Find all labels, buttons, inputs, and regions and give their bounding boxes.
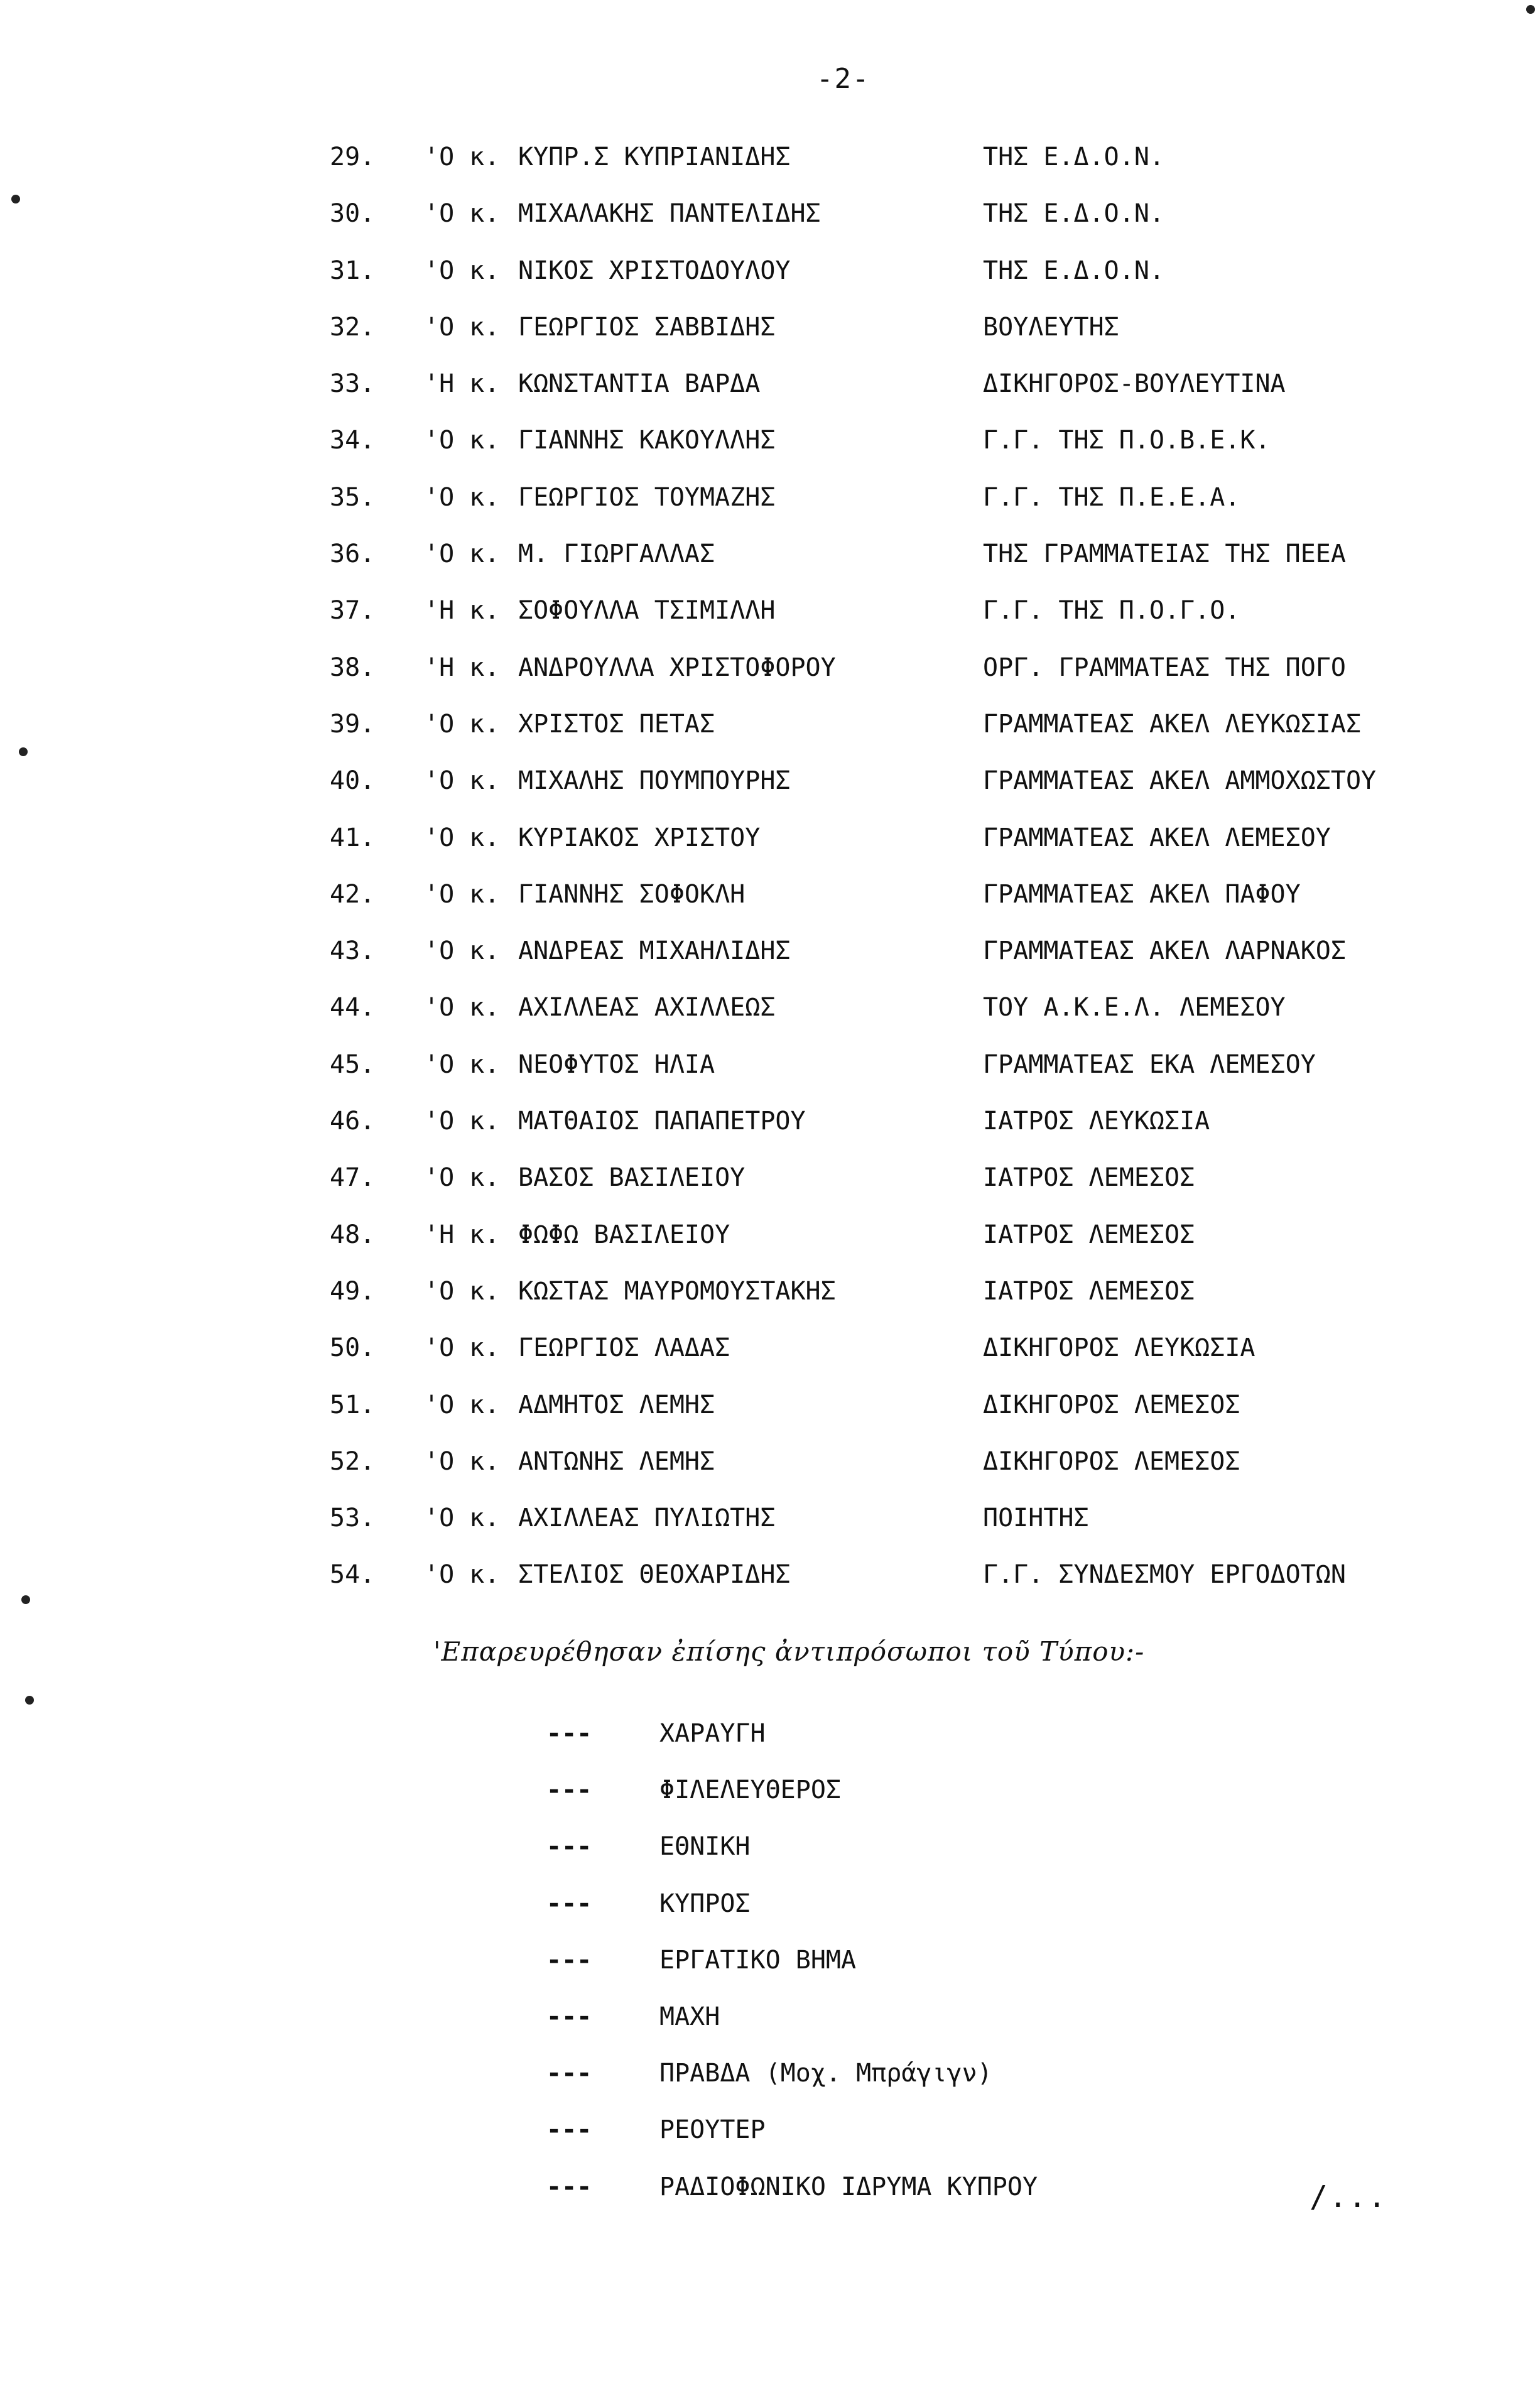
attendee-row bbox=[330, 299, 1460, 355]
attendee-number: 45. bbox=[330, 1049, 376, 1079]
attendee-role: ΤΗΣ Ε.Δ.Ο.Ν. bbox=[983, 143, 1164, 171]
attendee-row bbox=[330, 1036, 1460, 1093]
press-dash: --- bbox=[546, 2002, 592, 2031]
attendee-number: 46. bbox=[330, 1107, 376, 1136]
attendee-name: Μ. ΓΙΩΡΓΑΛΛΑΣ bbox=[518, 540, 715, 569]
attendee-number: 47. bbox=[330, 1163, 376, 1193]
attendee-name: ΓΙΑΝΝΗΣ ΚΑΚΟΥΛΛΗΣ bbox=[518, 426, 776, 455]
scan-speck bbox=[21, 1595, 30, 1604]
press-outlet-name: ΚΥΠΡΟΣ bbox=[659, 1889, 751, 1918]
attendee-title: 'Η κ. bbox=[424, 1220, 500, 1249]
attendee-role: ΓΡΑΜΜΑΤΕΑΣ ΕΚΑ ΛΕΜΕΣΟΥ bbox=[983, 1049, 1316, 1079]
attendee-role: ΤΗΣ Ε.Δ.Ο.Ν. bbox=[983, 199, 1164, 229]
attendee-number: 39. bbox=[330, 709, 376, 739]
attendee-title: 'Ο κ. bbox=[424, 823, 500, 852]
press-dash: --- bbox=[546, 1832, 592, 1862]
attendee-row bbox=[330, 1433, 1460, 1490]
attendee-name: ΣΤΕΛΙΟΣ ΘΕΟΧΑΡΙΔΗΣ bbox=[518, 1560, 791, 1590]
attendee-number: 30. bbox=[330, 199, 376, 229]
attendee-number: 40. bbox=[330, 766, 376, 796]
attendee-number: 42. bbox=[330, 879, 376, 909]
attendee-number: 50. bbox=[330, 1333, 376, 1363]
press-outlet-name: ΕΘΝΙΚΗ bbox=[659, 1832, 751, 1862]
attendee-name: ΚΥΡΙΑΚΟΣ ΧΡΙΣΤΟΥ bbox=[518, 823, 761, 852]
attendee-role: ΙΑΤΡΟΣ ΛΕΜΕΣΟΣ bbox=[983, 1163, 1195, 1193]
attendee-row bbox=[330, 582, 1460, 639]
press-outlet-name: ΠΡΑΒΔΑ (Μοχ. Μπράγιγν) bbox=[659, 2059, 992, 2088]
continuation-mark: /... bbox=[1310, 2179, 1387, 2215]
attendee-role: ΓΡΑΜΜΑΤΕΑΣ ΑΚΕΛ ΠΑΦΟΥ bbox=[983, 879, 1301, 909]
attendee-row bbox=[330, 1490, 1460, 1546]
attendee-name: ΑΧΙΛΛΕΑΣ ΠΥΛΙΩΤΗΣ bbox=[518, 1504, 776, 1533]
attendee-number: 34. bbox=[330, 426, 376, 455]
attendee-number: 41. bbox=[330, 823, 376, 852]
attendee-name: ΚΩΣΤΑΣ ΜΑΥΡΟΜΟΥΣΤΑΚΗΣ bbox=[518, 1276, 836, 1306]
attendee-title: 'Ο κ. bbox=[424, 143, 500, 171]
attendee-row bbox=[330, 752, 1460, 809]
press-outlet-item bbox=[546, 1762, 1237, 1818]
attendee-title: 'Ο κ. bbox=[424, 199, 500, 229]
press-outlet-name: ΡΕΟΥΤΕΡ bbox=[659, 2115, 766, 2145]
attendee-name: ΑΝΔΡΟΥΛΛΑ ΧΡΙΣΤΟΦΟΡΟΥ bbox=[518, 653, 836, 682]
attendee-role: ΙΑΤΡΟΣ ΛΕΥΚΩΣΙΑ bbox=[983, 1107, 1210, 1136]
attendee-role: Γ.Γ. ΤΗΣ Π.Ο.Γ.Ο. bbox=[983, 596, 1240, 626]
attendee-row bbox=[330, 1149, 1460, 1206]
attendee-role: ΔΙΚΗΓΟΡΟΣ-ΒΟΥΛΕΥΤΙΝΑ bbox=[983, 369, 1286, 399]
attendee-role: ΠΟΙΗΤΗΣ bbox=[983, 1504, 1089, 1533]
attendee-role: ΔΙΚΗΓΟΡΟΣ ΛΕΥΚΩΣΙΑ bbox=[983, 1333, 1255, 1363]
attendee-number: 37. bbox=[330, 596, 376, 626]
attendee-name: ΓΕΩΡΓΙΟΣ ΤΟΥΜΑΖΗΣ bbox=[518, 482, 776, 512]
attendee-number: 32. bbox=[330, 312, 376, 342]
press-outlet-name: ΕΡΓΑΤΙΚΟ ΒΗΜΑ bbox=[659, 1945, 857, 1975]
attendee-number: 48. bbox=[330, 1220, 376, 1249]
attendee-number: 49. bbox=[330, 1276, 376, 1306]
attendee-number: 35. bbox=[330, 482, 376, 512]
attendee-row bbox=[330, 923, 1460, 979]
press-dash: --- bbox=[546, 2172, 592, 2201]
attendee-name: ΚΩΝΣΤΑΝΤΙΑ ΒΑΡΔΑ bbox=[518, 369, 761, 399]
attendee-title: 'Ο κ. bbox=[424, 1276, 500, 1306]
attendee-number: 38. bbox=[330, 653, 376, 682]
press-dash: --- bbox=[546, 2059, 592, 2088]
attendee-title: 'Ο κ. bbox=[424, 1107, 500, 1136]
attendee-title: 'Ο κ. bbox=[424, 1504, 500, 1533]
attendee-name: ΧΡΙΣΤΟΣ ΠΕΤΑΣ bbox=[518, 709, 715, 739]
press-outlet-name: ΜΑΧΗ bbox=[659, 2002, 720, 2031]
attendee-row bbox=[330, 412, 1460, 469]
press-outlet-item bbox=[546, 2045, 1237, 2102]
press-outlet-item bbox=[546, 1875, 1237, 1932]
scan-speck bbox=[1526, 5, 1535, 14]
press-outlet-item bbox=[546, 2102, 1237, 2158]
attendee-row bbox=[330, 1377, 1460, 1433]
attendee-name: ΑΔΜΗΤΟΣ ΛΕΜΗΣ bbox=[518, 1390, 715, 1419]
attendee-number: 51. bbox=[330, 1390, 376, 1419]
attendee-row bbox=[330, 1546, 1460, 1603]
attendee-row bbox=[330, 639, 1460, 696]
attendee-name: ΑΝΤΩΝΗΣ ΛΕΜΗΣ bbox=[518, 1446, 715, 1476]
attendee-role: ΓΡΑΜΜΑΤΕΑΣ ΑΚΕΛ ΛΕΥΚΩΣΙΑΣ bbox=[983, 709, 1362, 739]
attendee-name: ΓΙΑΝΝΗΣ ΣΟΦΟΚΛΗ bbox=[518, 879, 746, 909]
attendee-name: ΣΟΦΟΥΛΛΑ ΤΣΙΜΙΛΛΗ bbox=[518, 596, 776, 626]
scan-speck bbox=[11, 195, 20, 203]
attendee-name: ΜΙΧΑΛΑΚΗΣ ΠΑΝΤΕΛΙΔΗΣ bbox=[518, 199, 821, 229]
attendee-title: 'Ο κ. bbox=[424, 312, 500, 342]
attendee-title: 'Ο κ. bbox=[424, 1049, 500, 1079]
attendee-role: ΔΙΚΗΓΟΡΟΣ ΛΕΜΕΣΟΣ bbox=[983, 1446, 1240, 1476]
attendee-title: 'Ο κ. bbox=[424, 879, 500, 909]
press-dash: --- bbox=[546, 1945, 592, 1975]
attendee-role: Γ.Γ. ΣΥΝΔΕΣΜΟΥ ΕΡΓΟΔΟΤΩΝ bbox=[983, 1560, 1346, 1590]
attendee-row bbox=[330, 526, 1460, 582]
attendee-number: 31. bbox=[330, 256, 376, 285]
attendee-row bbox=[330, 242, 1460, 299]
attendee-name: ΝΕΟΦΥΤΟΣ ΗΛΙΑ bbox=[518, 1049, 715, 1079]
attendee-row bbox=[330, 185, 1460, 242]
attendee-title: 'Η κ. bbox=[424, 369, 500, 399]
attendee-row bbox=[330, 1093, 1460, 1149]
scan-speck bbox=[19, 747, 28, 756]
attendee-role: ΤΗΣ Ε.Δ.Ο.Ν. bbox=[983, 256, 1164, 285]
attendee-name: ΑΧΙΛΛΕΑΣ ΑΧΙΛΛΕΩΣ bbox=[518, 993, 776, 1022]
attendee-number: 53. bbox=[330, 1504, 376, 1533]
attendee-number: 33. bbox=[330, 369, 376, 399]
attendee-role: ΒΟΥΛΕΥΤΗΣ bbox=[983, 312, 1119, 342]
press-outlet-list bbox=[546, 1705, 1237, 2215]
attendee-role: ΓΡΑΜΜΑΤΕΑΣ ΑΚΕΛ ΛΕΜΕΣΟΥ bbox=[983, 823, 1331, 852]
attendee-name: ΑΝΔΡΕΑΣ ΜΙΧΑΗΛΙΔΗΣ bbox=[518, 936, 791, 966]
attendee-row bbox=[330, 129, 1460, 185]
attendee-title: 'Ο κ. bbox=[424, 1390, 500, 1419]
attendee-role: ΓΡΑΜΜΑΤΕΑΣ ΑΚΕΛ ΛΑΡΝΑΚΟΣ bbox=[983, 936, 1346, 966]
attendee-role: ΙΑΤΡΟΣ ΛΕΜΕΣΟΣ bbox=[983, 1220, 1195, 1249]
attendee-row bbox=[330, 696, 1460, 752]
attendee-row bbox=[330, 1320, 1460, 1376]
attendee-role: Γ.Γ. ΤΗΣ Π.Ε.Ε.Α. bbox=[983, 482, 1240, 512]
press-outlet-item bbox=[546, 2159, 1237, 2215]
attendee-row bbox=[330, 355, 1460, 412]
attendee-title: 'Ο κ. bbox=[424, 540, 500, 569]
attendee-row bbox=[330, 469, 1460, 526]
scan-speck bbox=[25, 1696, 34, 1705]
attendee-title: 'Η κ. bbox=[424, 653, 500, 682]
attendee-role: Γ.Γ. ΤΗΣ Π.Ο.Β.Ε.Κ. bbox=[983, 426, 1271, 455]
attendee-number: 54. bbox=[330, 1560, 376, 1590]
press-outlet-name: ΧΑΡΑΥΓΗ bbox=[659, 1719, 766, 1748]
attendee-title: 'Ο κ. bbox=[424, 766, 500, 796]
press-outlet-item bbox=[546, 1932, 1237, 1988]
attendee-row bbox=[330, 979, 1460, 1036]
attendee-title: 'Ο κ. bbox=[424, 993, 500, 1022]
attendee-name: ΦΩΦΩ ΒΑΣΙΛΕΙΟΥ bbox=[518, 1220, 730, 1249]
attendee-name: ΓΕΩΡΓΙΟΣ ΣΑΒΒΙΔΗΣ bbox=[518, 312, 776, 342]
press-dash: --- bbox=[546, 1719, 592, 1748]
attendee-row bbox=[330, 1263, 1460, 1320]
attendee-name: ΝΙΚΟΣ ΧΡΙΣΤΟΔΟΥΛΟΥ bbox=[518, 256, 791, 285]
page-number: -2- bbox=[816, 63, 870, 95]
attendee-title: 'Ο κ. bbox=[424, 936, 500, 966]
attendee-title: 'Η κ. bbox=[424, 596, 500, 626]
press-outlet-name: ΦΙΛΕΛΕΥΘΕΡΟΣ bbox=[659, 1776, 841, 1805]
attendee-name: ΜΑΤΘΑΙΟΣ ΠΑΠΑΠΕΤΡΟΥ bbox=[518, 1107, 806, 1136]
attendee-number: 43. bbox=[330, 936, 376, 966]
attendee-row bbox=[330, 1207, 1460, 1263]
attendee-name: ΚΥΠΡ.Σ ΚΥΠΡΙΑΝΙΔΗΣ bbox=[518, 143, 791, 171]
attendee-role: ΙΑΤΡΟΣ ΛΕΜΕΣΟΣ bbox=[983, 1276, 1195, 1306]
press-outlet-name: ΡΑΔΙΟΦΩΝΙΚΟ ΙΔΡΥΜΑ ΚΥΠΡΟΥ bbox=[659, 2172, 1038, 2201]
attendee-title: 'Ο κ. bbox=[424, 482, 500, 512]
attendee-role: ΟΡΓ. ΓΡΑΜΜΑΤΕΑΣ ΤΗΣ ΠΟΓΟ bbox=[983, 653, 1346, 682]
press-outlet-item bbox=[546, 1705, 1237, 1762]
attendee-number: 52. bbox=[330, 1446, 376, 1476]
attendee-title: 'Ο κ. bbox=[424, 709, 500, 739]
attendee-title: 'Ο κ. bbox=[424, 1560, 500, 1590]
attendee-name: ΓΕΩΡΓΙΟΣ ΛΑΔΑΣ bbox=[518, 1333, 730, 1363]
press-intro: 'Επαρευρέθησαν ἐπίσης ἀντιπρόσωποι τοῦ Τύπου:- bbox=[433, 1636, 1145, 1667]
attendee-title: 'Ο κ. bbox=[424, 426, 500, 455]
attendee-role: ΔΙΚΗΓΟΡΟΣ ΛΕΜΕΣΟΣ bbox=[983, 1390, 1240, 1419]
attendee-number: 29. bbox=[330, 143, 376, 171]
attendee-role: ΤΟΥ Α.Κ.Ε.Λ. ΛΕΜΕΣΟΥ bbox=[983, 993, 1286, 1022]
attendee-title: 'Ο κ. bbox=[424, 1163, 500, 1193]
attendee-title: 'Ο κ. bbox=[424, 256, 500, 285]
press-outlet-item bbox=[546, 1988, 1237, 2045]
attendee-title: 'Ο κ. bbox=[424, 1446, 500, 1476]
press-dash: --- bbox=[546, 1776, 592, 1805]
attendee-number: 44. bbox=[330, 993, 376, 1022]
attendee-row bbox=[330, 810, 1460, 866]
attendee-role: ΓΡΑΜΜΑΤΕΑΣ ΑΚΕΛ ΑΜΜΟΧΩΣΤΟΥ bbox=[983, 766, 1377, 796]
attendee-title: 'Ο κ. bbox=[424, 1333, 500, 1363]
attendee-row bbox=[330, 866, 1460, 923]
attendee-list bbox=[330, 129, 1460, 1603]
press-dash: --- bbox=[546, 2115, 592, 2145]
attendee-name: ΜΙΧΑΛΗΣ ΠΟΥΜΠΟΥΡΗΣ bbox=[518, 766, 791, 796]
attendee-number: 36. bbox=[330, 540, 376, 569]
press-outlet-item bbox=[546, 1818, 1237, 1875]
attendee-role: ΤΗΣ ΓΡΑΜΜΑΤΕΙΑΣ ΤΗΣ ΠΕΕΑ bbox=[983, 540, 1346, 569]
press-dash: --- bbox=[546, 1889, 592, 1918]
attendee-name: ΒΑΣΟΣ ΒΑΣΙΛΕΙΟΥ bbox=[518, 1163, 746, 1193]
